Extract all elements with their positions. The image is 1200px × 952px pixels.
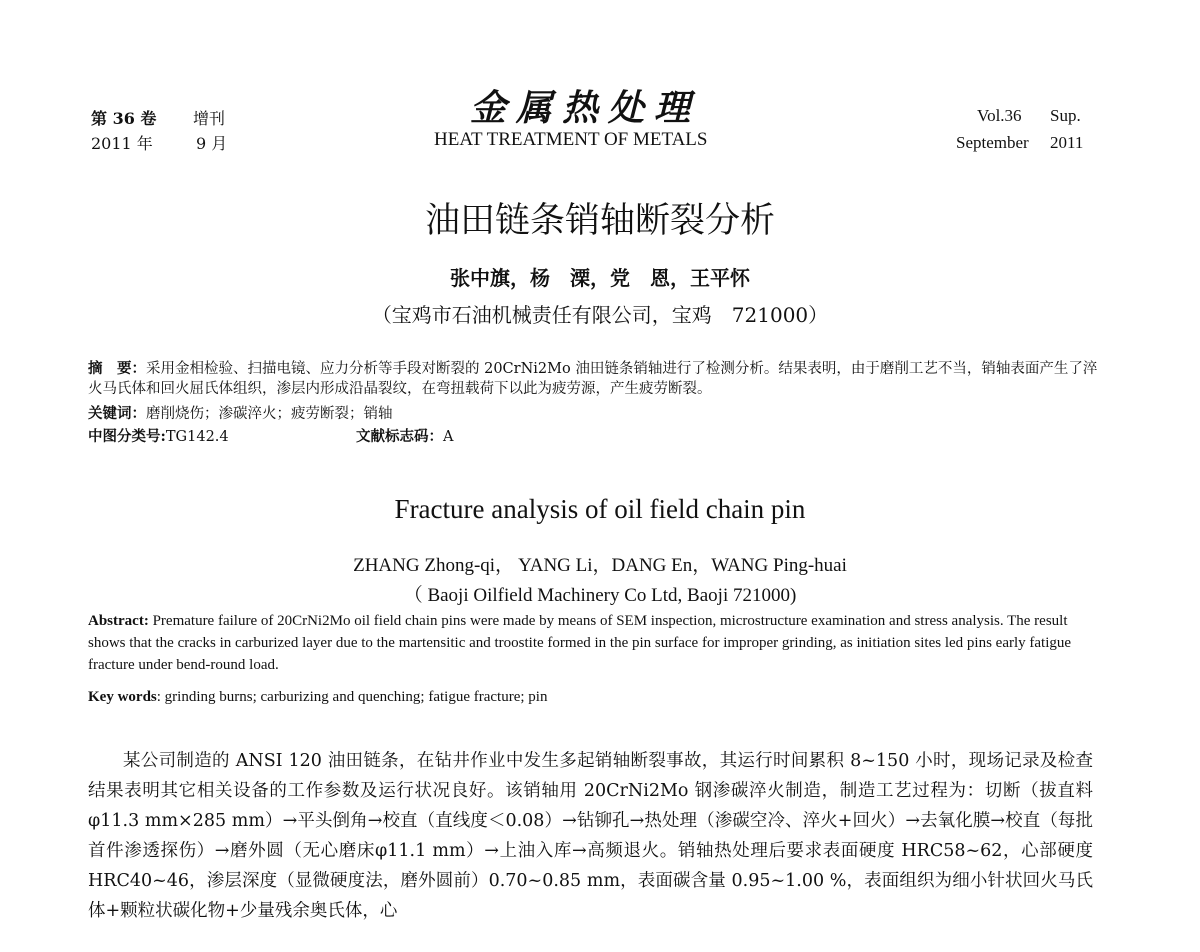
doc-code-value: A bbox=[443, 429, 454, 445]
abstract-cn bbox=[88, 359, 1103, 399]
keywords-en-text: : grinding burns; carburizing and quenching; fatigue fracture; pin bbox=[156, 689, 548, 705]
affiliation-en: （ Baoji Oilfield Machinery Co Ltd, Baoji 721000) bbox=[403, 585, 797, 606]
keywords-cn bbox=[88, 404, 1103, 424]
keywords-en-label: Key words bbox=[88, 689, 157, 705]
abstract-cn-text: 采用金相检验、扫描电镜、应力分析等手段对断裂的 20CrNi2Mo 油田链条销轴进行了检测分析。结果表明，由于磨削工艺不当，销轴表面产生了淬火马氏体和回火屈氏体组织，渗层内形成沿晶裂纹，在弯扭载荷下以此为疲劳源，产生疲劳断裂。 bbox=[88, 361, 1098, 397]
abstract-en bbox=[88, 610, 1103, 676]
abstract-en-text: Premature failure of 20CrNi2Mo oil field chain pins were made by means of SEM inspection, microstructure examination and stress analysis. The result shows that the cracks in carburized layer due to the martensitic and troostite formed in the pin surface for improper grinding, as initiation sites led pins early fatigue fracture under bend-round load. bbox=[88, 613, 1072, 673]
affiliation-cn: （宝鸡市石油机械责任有限公司，宝鸡 721000） bbox=[371, 303, 829, 327]
keywords-cn-text: 磨削烧伤；渗碳淬火；疲劳断裂；销轴 bbox=[146, 406, 393, 422]
paper-title-cn: 油田链条销轴断裂分析 bbox=[424, 201, 775, 241]
abstract-en-label: Abstract: bbox=[88, 613, 149, 629]
classification-line bbox=[88, 427, 1103, 447]
keywords-cn-label: 关键词： bbox=[88, 405, 146, 422]
classification-value: TG142.4 bbox=[165, 429, 229, 445]
authors-en: ZHANG Zhong-qi， YANG Li，DANG En，WANG Ping-huai bbox=[353, 555, 847, 576]
journal-title-en: HEAT TREATMENT OF METALS bbox=[434, 129, 708, 150]
year-en: 2011 bbox=[1050, 133, 1084, 152]
journal-logo-cn: 金属热处理 bbox=[470, 87, 701, 129]
classification-label: 中图分类号: bbox=[88, 428, 166, 445]
abstract-cn-label: 摘 要： bbox=[88, 360, 146, 377]
volume-cn: 第 36 卷 bbox=[91, 109, 157, 128]
body-text bbox=[88, 746, 1093, 926]
doc-code-label: 文献标志码： bbox=[356, 428, 443, 445]
keywords-en bbox=[88, 686, 1103, 708]
issue-en: Sup. bbox=[1050, 106, 1081, 125]
body-paragraph: 某公司制造的 ANSI 120 油田链条，在钻井作业中发生多起销轴断裂事故，其运行时间累积 8~150 小时，现场记录及检查结果表明其它相关设备的工作参数及运行状况良好。该销轴用 20CrNi2Mo 钢渗碳淬火制造，制造工艺过程为：切断（拔直料φ11.3 mm×285 mm）→平头倒角→校直（直线度＜0.08）→钻铆孔→热处理（渗碳空冷、淬火+回火）→去氧化膜→校直（每批首件渗透探伤）→磨外圆（无心磨床φ11.1 mm）→上油入库→高频退火。销轴热处理后要求表面硬度 HRC58~62，心部硬度 HRC40~46，渗层深度（显微硬度法，磨外圆前）0.70~0.85 mm，表面碳含量 0.95~1.00 %，表面组织为细小针状回火马氏体+颗粒状碳化物+少量残余奥氏体，心 bbox=[88, 751, 1093, 921]
issue-cn: 增刊 bbox=[193, 109, 226, 128]
authors-cn: 张中旗，杨 溧，党 恩，王平怀 bbox=[450, 266, 750, 290]
paper-title-en: Fracture analysis of oil field chain pin bbox=[394, 494, 806, 524]
year-cn: 2011 年 bbox=[91, 134, 153, 153]
volume-en: Vol.36 bbox=[977, 106, 1022, 125]
month-en: September bbox=[956, 133, 1029, 152]
month-cn: 9 月 bbox=[196, 134, 228, 153]
